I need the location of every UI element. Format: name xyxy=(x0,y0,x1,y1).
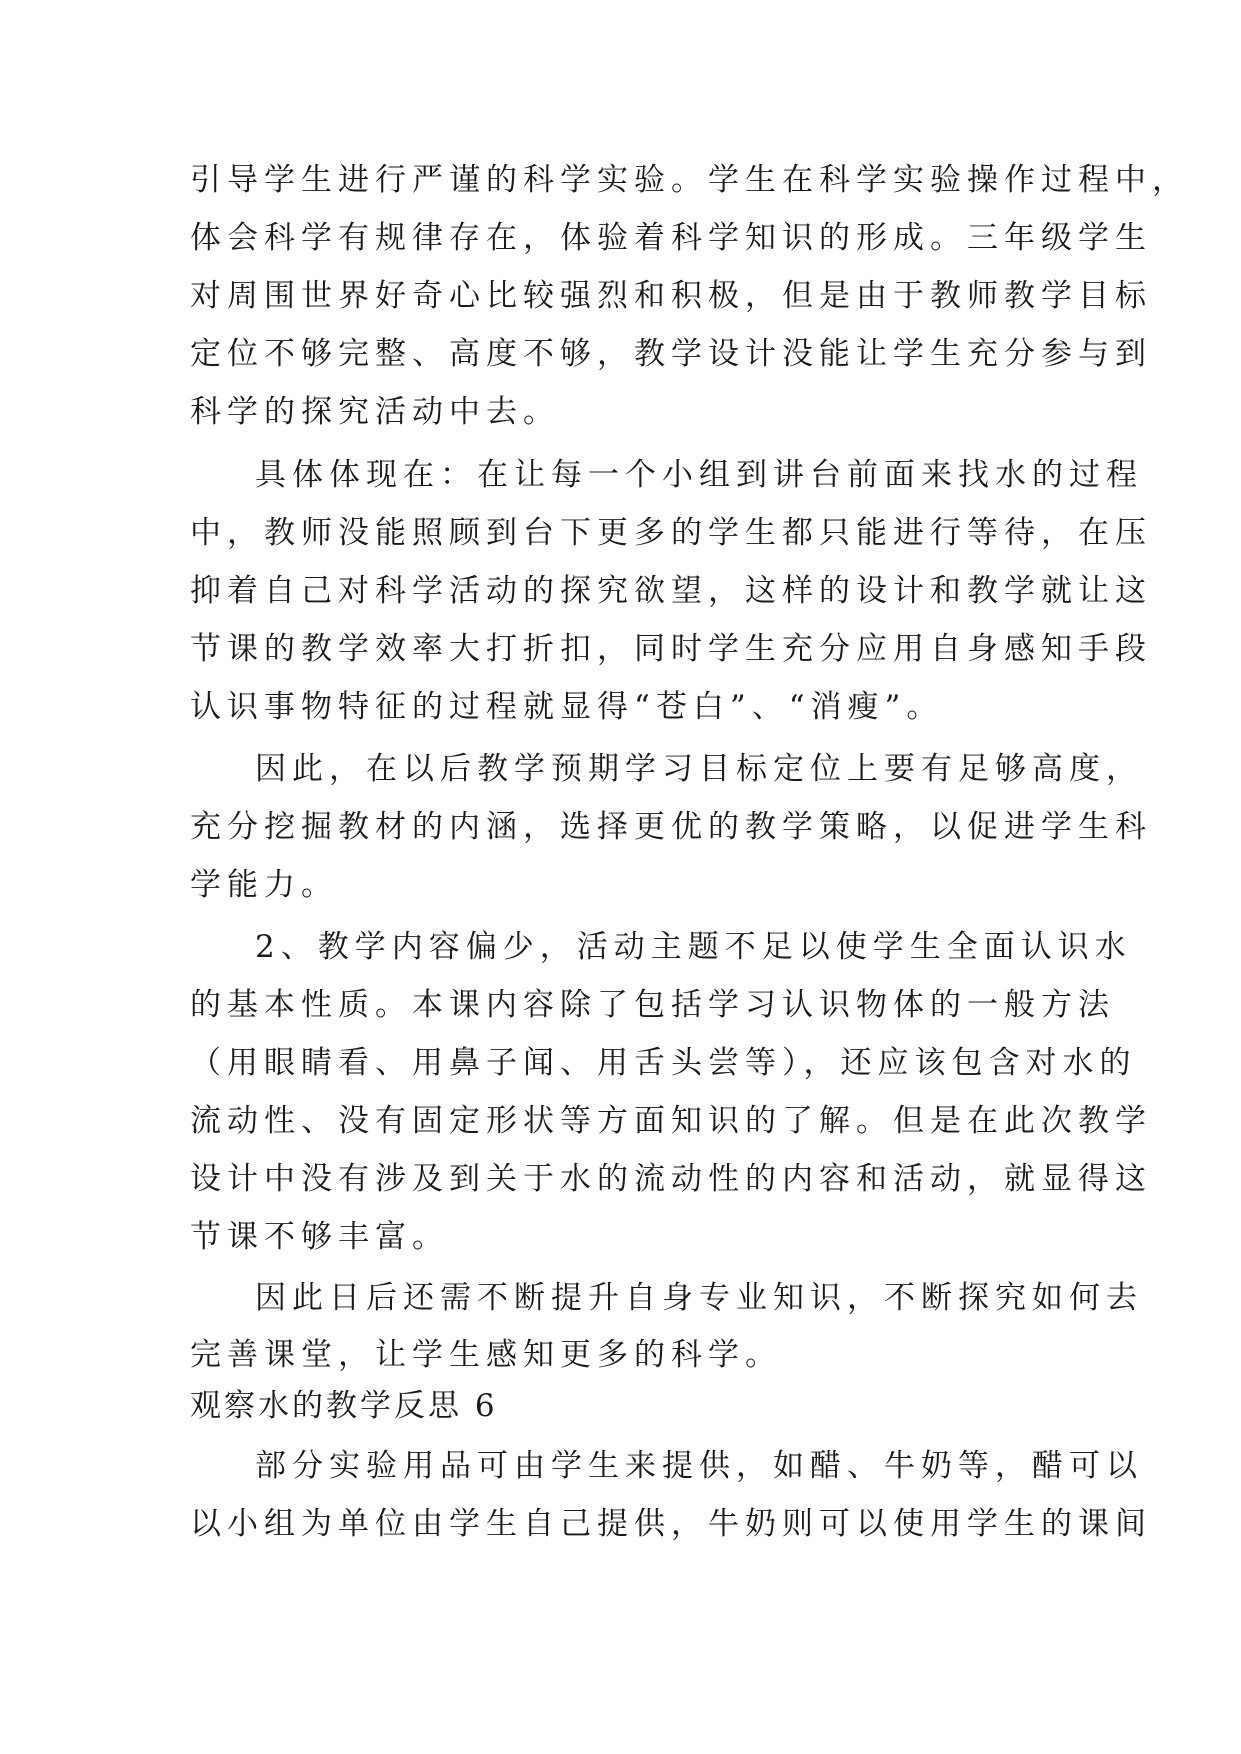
paragraph-start-line: 因此，在以后教学预期学习目标定位上要有足够高度， xyxy=(255,751,1143,787)
paragraph-start-line: 2、教学内容偏少，活动主题不足以使学生全面认识水 xyxy=(255,929,1132,965)
text-line: 引导学生进行严谨的科学实验。学生在科学实验操作过程中， xyxy=(190,162,1189,198)
text-line: 中，教师没能照顾到台下更多的学生都只能进行等待，在压 xyxy=(190,515,1152,551)
text-line: 设计中没有涉及到关于水的流动性的内容和活动，就显得这 xyxy=(190,1161,1152,1197)
text-line: 完善课堂，让学生感知更多的科学。 xyxy=(190,1337,782,1373)
text-line: 抑着自己对科学活动的探究欲望，这样的设计和教学就让这 xyxy=(190,573,1152,609)
text-line: 定位不够完整、高度不够，教学设计没能让学生充分参与到 xyxy=(190,336,1152,372)
text-line: 体会科学有规律存在，体验着科学知识的形成。三年级学生 xyxy=(190,220,1152,256)
text-line: 节课的教学效率大打折扣，同时学生充分应用自身感知手段 xyxy=(190,631,1152,667)
text-line: 科学的探究活动中去。 xyxy=(190,394,560,430)
text-line: 认识事物特征的过程就显得“苍白”、“消瘦”。 xyxy=(190,689,944,725)
text-line: 对周围世界好奇心比较强烈和积极，但是由于教师教学目标 xyxy=(190,278,1152,314)
text-line: 以小组为单位由学生自己提供，牛奶则可以使用学生的课间 xyxy=(190,1506,1152,1542)
text-line: （用眼睛看、用鼻子闻、用舌头尝等），还应该包含对水的 xyxy=(190,1045,1137,1081)
text-line: 的基本性质。本课内容除了包括学习认识物体的一般方法 xyxy=(190,987,1115,1023)
text-line: 流动性、没有固定形状等方面知识的了解。但是在此次教学 xyxy=(190,1103,1152,1139)
text-line: 学能力。 xyxy=(190,867,338,903)
text-line: 充分挖掘教材的内涵，选择更优的教学策略，以促进学生科 xyxy=(190,809,1152,845)
paragraph-start-line: 部分实验用品可由学生来提供，如醋、牛奶等，醋可以 xyxy=(255,1448,1143,1484)
section-heading: 观察水的教学反思 6 xyxy=(190,1388,498,1424)
text-line: 节课不够丰富。 xyxy=(190,1219,449,1255)
paragraph-start-line: 具体体现在：在让每一个小组到讲台前面来找水的过程 xyxy=(255,457,1143,493)
paragraph-start-line: 因此日后还需不断提升自身专业知识，不断探究如何去 xyxy=(255,1280,1143,1316)
